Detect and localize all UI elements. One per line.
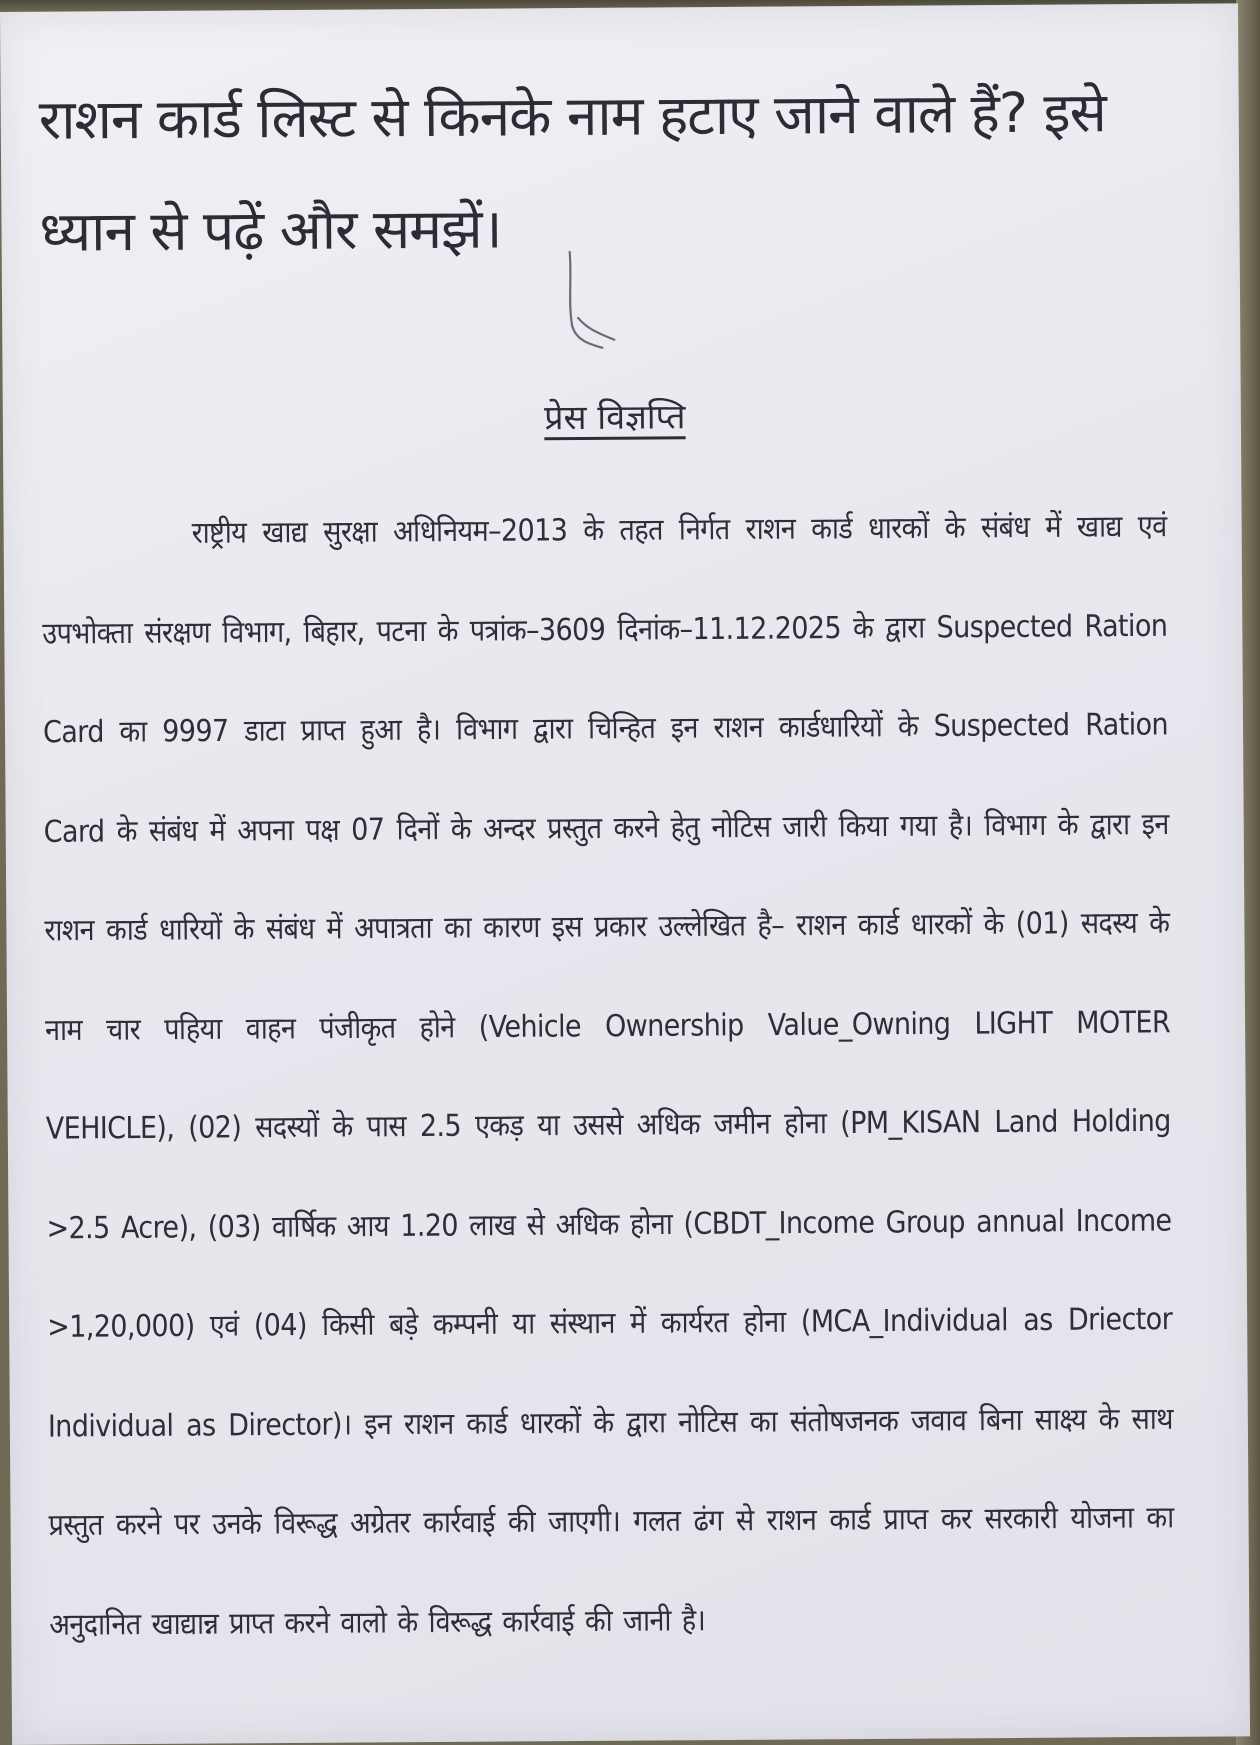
pen-scribble-mark bbox=[558, 248, 629, 368]
notice-body-paragraph: राष्ट्रीय खाद्य सुरक्षा अधिनियम–2013 के तहत निर्गत राशन कार्ड धारकों के संबंध में खाद्य एवं उपभोक्ता संरक्षण विभाग, बिहार, पटना के पत्रांक–3609 दिनांक–11.12.2025 के द्वारा Suspected Ration Card का 9997 डाटा प्राप्त हुआ है। विभाग द्वारा चिन्हित इन राशन कार्डधारियों के Suspected Ration Card के संबंध में अपना पक्ष 07 दिनों के अन्दर प्रस्तुत करने हेतु नोटिस जारी किया गया है। विभाग के द्वारा इन राशन कार्ड धारियों के संबंध में अपात्रता का कारण इस प्रकार उल्लेखित है– राशन कार्ड धारकों के (01) सदस्य के नाम चार पहिया वाहन पंजीकृत होने (Vehicle Ownership Value_Owning LIGHT MOTER VEHICLE), (02) सदस्यों के पास 2.5 एकड़ या उससे अधिक जमीन होना (PM_KISAN Land Holding >2.5 Acre), (03) वार्षिक आय 1.20 लाख से अधिक होना (CBDT_Income Group annual Income >1,20,000) एवं (04) किसी बड़े कम्पनी या संस्थान में कार्यरत होना (MCA_Individual as Driector Individual as Director)। इन राशन कार्ड धारकों के द्वारा नोटिस का संतोषजनक जवाव बिना साक्ष्य के साथ प्रस्तुत करने पर उनके विरूद्ध अग्रेतर कार्रवाई की जाएगी। गलत ढंग से राशन कार्ड प्राप्त कर सरकारी योजना का अनुदानित खाद्यान्न प्राप्त करने वालो के विरूद्ध कार्रवाई की जानी है। bbox=[42, 509, 1174, 1643]
notice-paper bbox=[0, 3, 1250, 1745]
press-release-title: प्रेस विज्ञप्ति bbox=[544, 397, 686, 439]
headline: राशन कार्ड लिस्ट से किनके नाम हटाए जाने वाले हैं? इसे ध्यान से पढ़ें और समझें। bbox=[38, 80, 1106, 264]
press-release-heading bbox=[41, 390, 1171, 446]
